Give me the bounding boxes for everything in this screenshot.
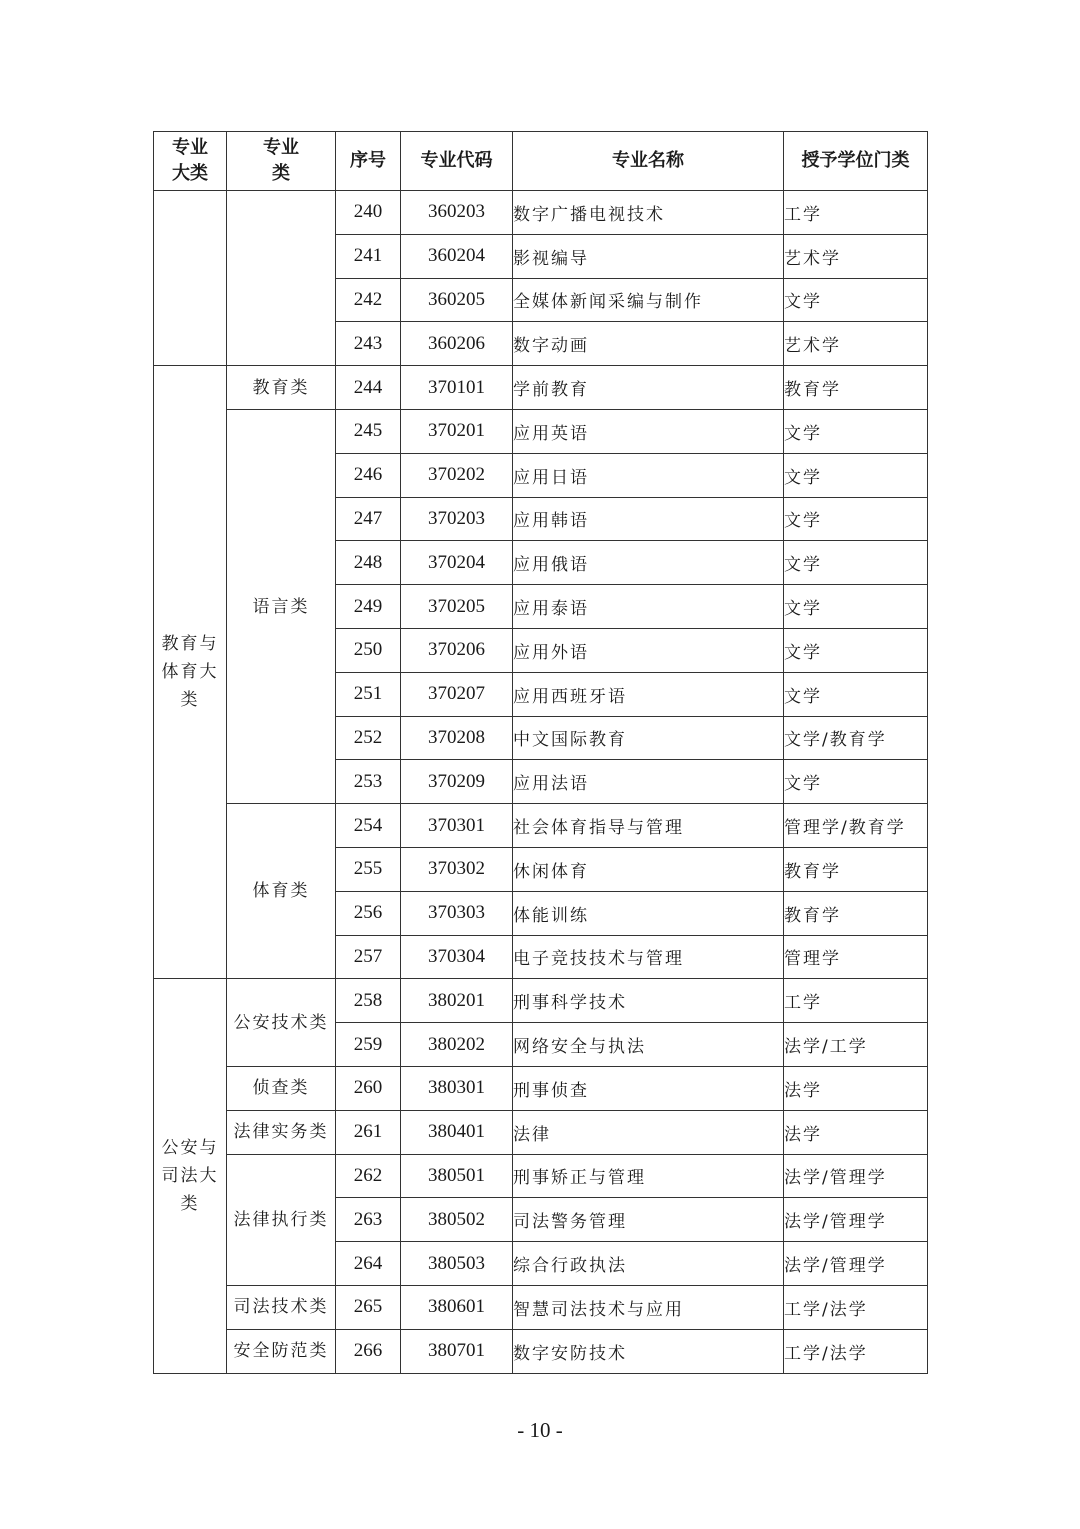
degree-cell: 文学: [784, 453, 928, 497]
table-row: [154, 1285, 928, 1329]
code-cell: 370209: [401, 760, 513, 804]
subcategory-cell-label: 语言类: [252, 596, 310, 617]
code-cell: 380201: [401, 979, 513, 1023]
seq-cell: 247: [336, 497, 401, 541]
code-cell: 370206: [401, 628, 513, 672]
degree-cell: 工学: [784, 191, 928, 235]
degree-cell: 法学/管理学: [784, 1154, 928, 1198]
degree-cell: 文学: [784, 760, 928, 804]
degree-cell: 艺术学: [784, 322, 928, 366]
code-cell: 370202: [401, 453, 513, 497]
degree-cell: 文学: [784, 278, 928, 322]
subcategory-cell: [227, 804, 336, 979]
seq-cell: 242: [336, 278, 401, 322]
code-cell: 370301: [401, 804, 513, 848]
seq-cell: 265: [336, 1285, 401, 1329]
majors-table: [153, 131, 928, 1374]
seq-cell: 261: [336, 1110, 401, 1154]
seq-cell: 259: [336, 1023, 401, 1067]
name-cell: 法律: [513, 1110, 784, 1154]
code-cell: 380601: [401, 1285, 513, 1329]
name-cell: 应用泰语: [513, 585, 784, 629]
seq-cell: 254: [336, 804, 401, 848]
code-cell: 370204: [401, 541, 513, 585]
code-cell: 380503: [401, 1242, 513, 1286]
code-cell: 380502: [401, 1198, 513, 1242]
page-number: - 10 -: [517, 1418, 563, 1442]
subcategory-cell-label: 法律实务类: [233, 1122, 329, 1143]
degree-cell: 法学/管理学: [784, 1242, 928, 1286]
category-cell-label: 教育与体育大类: [161, 634, 219, 711]
seq-cell: 252: [336, 716, 401, 760]
code-cell: 370303: [401, 891, 513, 935]
degree-cell: 工学/法学: [784, 1329, 928, 1373]
name-cell: 应用俄语: [513, 541, 784, 585]
code-cell: 370101: [401, 366, 513, 410]
table-row: [154, 1329, 928, 1373]
seq-cell: 244: [336, 366, 401, 410]
name-cell: 休闲体育: [513, 847, 784, 891]
name-cell: 应用韩语: [513, 497, 784, 541]
code-cell: 370207: [401, 672, 513, 716]
name-cell: 全媒体新闻采编与制作: [513, 278, 784, 322]
subcategory-cell: [227, 979, 336, 1067]
seq-cell: 257: [336, 935, 401, 979]
subcategory-cell: [227, 1110, 336, 1154]
seq-cell: 246: [336, 453, 401, 497]
subcategory-cell-label: 公安技术类: [233, 1012, 329, 1033]
degree-cell: 工学: [784, 979, 928, 1023]
name-cell: 数字广播电视技术: [513, 191, 784, 235]
seq-cell: 266: [336, 1329, 401, 1373]
name-cell: 电子竞技技术与管理: [513, 935, 784, 979]
table-row: [154, 366, 928, 410]
table-row: [154, 409, 928, 453]
seq-cell: 264: [336, 1242, 401, 1286]
subcategory-cell-empty: [227, 191, 336, 366]
subcategory-cell: [227, 366, 336, 410]
table-row: [154, 979, 928, 1023]
name-cell: 司法警务管理: [513, 1198, 784, 1242]
header-code: 专业代码: [401, 132, 513, 191]
table-row: [154, 1066, 928, 1110]
degree-cell: 法学/管理学: [784, 1198, 928, 1242]
name-cell: 社会体育指导与管理: [513, 804, 784, 848]
name-cell: 中文国际教育: [513, 716, 784, 760]
degree-cell: 法学: [784, 1066, 928, 1110]
code-cell: 360206: [401, 322, 513, 366]
code-cell: 360204: [401, 234, 513, 278]
seq-cell: 249: [336, 585, 401, 629]
table-row: [154, 1154, 928, 1198]
name-cell: 应用英语: [513, 409, 784, 453]
subcategory-cell: [227, 1066, 336, 1110]
code-cell: 370304: [401, 935, 513, 979]
code-cell: 370201: [401, 409, 513, 453]
name-cell: 应用法语: [513, 760, 784, 804]
subcategory-cell-label: 法律执行类: [233, 1209, 329, 1230]
subcategory-cell: [227, 1329, 336, 1373]
name-cell: 数字安防技术: [513, 1329, 784, 1373]
degree-cell: 文学: [784, 585, 928, 629]
code-cell: 370205: [401, 585, 513, 629]
seq-cell: 256: [336, 891, 401, 935]
seq-cell: 241: [336, 234, 401, 278]
name-cell: 网络安全与执法: [513, 1023, 784, 1067]
degree-cell: 文学: [784, 628, 928, 672]
name-cell: 智慧司法技术与应用: [513, 1285, 784, 1329]
degree-cell: 文学: [784, 497, 928, 541]
header-subcategory: 专业 类: [227, 132, 336, 191]
code-cell: 370203: [401, 497, 513, 541]
category-cell: [154, 366, 227, 979]
subcategory-cell-label: 司法技术类: [233, 1297, 329, 1318]
subcategory-cell: [227, 1285, 336, 1329]
subcategory-cell: [227, 409, 336, 803]
table-header-row: [154, 132, 928, 191]
degree-cell: 管理学/教育学: [784, 804, 928, 848]
header-seq: 序号: [336, 132, 401, 191]
subcategory-cell-label: 安全防范类: [233, 1341, 329, 1362]
category-cell-empty: [154, 191, 227, 366]
name-cell: 应用西班牙语: [513, 672, 784, 716]
name-cell: 体能训练: [513, 891, 784, 935]
seq-cell: 258: [336, 979, 401, 1023]
degree-cell: 文学: [784, 672, 928, 716]
code-cell: 380701: [401, 1329, 513, 1373]
degree-cell: 管理学: [784, 935, 928, 979]
table-row: [154, 191, 928, 235]
table-row: [154, 1110, 928, 1154]
subcategory-cell: [227, 1154, 336, 1285]
category-cell-label: 公安与司法大类: [161, 1137, 219, 1214]
category-cell: [154, 979, 227, 1373]
seq-cell: 248: [336, 541, 401, 585]
subcategory-cell-label: 体育类: [252, 881, 310, 902]
code-cell: 370302: [401, 847, 513, 891]
header-degree: 授予学位门类: [784, 132, 928, 191]
subcategory-cell-label: 侦查类: [252, 1078, 310, 1099]
degree-cell: 文学: [784, 409, 928, 453]
code-cell: 380301: [401, 1066, 513, 1110]
degree-cell: 文学/教育学: [784, 716, 928, 760]
degree-cell: 文学: [784, 541, 928, 585]
code-cell: 380202: [401, 1023, 513, 1067]
seq-cell: 260: [336, 1066, 401, 1110]
code-cell: 380501: [401, 1154, 513, 1198]
code-cell: 380401: [401, 1110, 513, 1154]
subcategory-cell-label: 教育类: [252, 377, 310, 398]
seq-cell: 262: [336, 1154, 401, 1198]
name-cell: 应用外语: [513, 628, 784, 672]
code-cell: 360203: [401, 191, 513, 235]
seq-cell: 250: [336, 628, 401, 672]
name-cell: 影视编导: [513, 234, 784, 278]
degree-cell: 法学: [784, 1110, 928, 1154]
seq-cell: 243: [336, 322, 401, 366]
degree-cell: 法学/工学: [784, 1023, 928, 1067]
degree-cell: 教育学: [784, 847, 928, 891]
name-cell: 学前教育: [513, 366, 784, 410]
name-cell: 刑事科学技术: [513, 979, 784, 1023]
seq-cell: 255: [336, 847, 401, 891]
seq-cell: 253: [336, 760, 401, 804]
header-name: 专业名称: [513, 132, 784, 191]
code-cell: 360205: [401, 278, 513, 322]
table-row: [154, 804, 928, 848]
name-cell: 综合行政执法: [513, 1242, 784, 1286]
name-cell: 数字动画: [513, 322, 784, 366]
name-cell: 应用日语: [513, 453, 784, 497]
seq-cell: 251: [336, 672, 401, 716]
seq-cell: 245: [336, 409, 401, 453]
header-category: 专业 大类: [154, 132, 227, 191]
degree-cell: 教育学: [784, 366, 928, 410]
name-cell: 刑事侦查: [513, 1066, 784, 1110]
degree-cell: 艺术学: [784, 234, 928, 278]
seq-cell: 240: [336, 191, 401, 235]
name-cell: 刑事矫正与管理: [513, 1154, 784, 1198]
seq-cell: 263: [336, 1198, 401, 1242]
degree-cell: 教育学: [784, 891, 928, 935]
code-cell: 370208: [401, 716, 513, 760]
degree-cell: 工学/法学: [784, 1285, 928, 1329]
